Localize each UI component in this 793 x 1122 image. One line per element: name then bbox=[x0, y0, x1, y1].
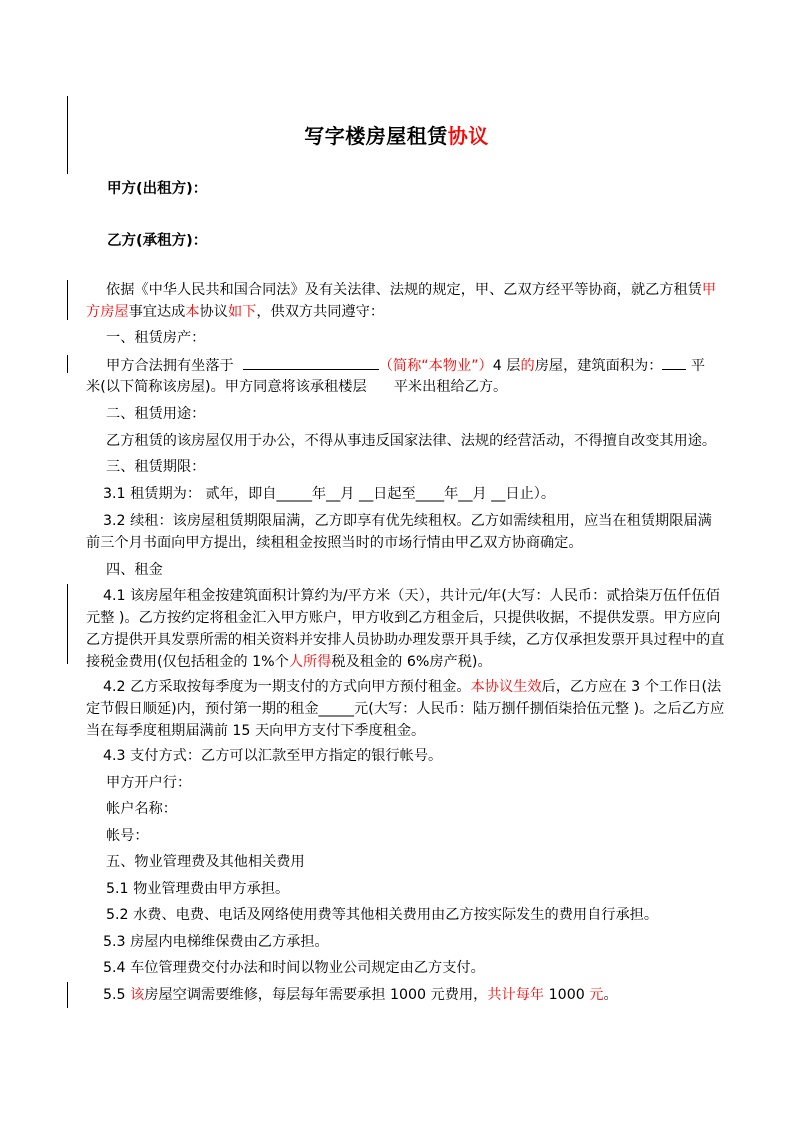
revision-bar bbox=[67, 982, 68, 1008]
section-text: 。 bbox=[603, 987, 618, 1003]
intro-text: 事宜达成 bbox=[128, 304, 186, 320]
section-red: 本协议生效 bbox=[470, 679, 542, 695]
intro-line-2 bbox=[86, 302, 711, 322]
section-text: 5.5 bbox=[103, 987, 131, 1003]
section-4-p1-line-2: 元整 )。乙方按约定将租金汇入甲方账户，甲方收到乙方租金后，只提供收据，不提供发票。甲方应向 bbox=[86, 610, 721, 626]
intro-red: 如下 bbox=[227, 304, 257, 320]
section-4-p2-line-3: 当在每季度租期届满前 15 天向甲方支付下季度租金。 bbox=[86, 723, 426, 739]
revision-bar bbox=[67, 355, 68, 373]
section-3-renew-2: 前三个月书面向甲方提出，续租租金按照当时的市场行情由甲乙双方协商确定。 bbox=[86, 535, 583, 551]
section-text: 税及租金的 6%房产税)。 bbox=[331, 654, 492, 670]
section-text: 房屋空调需要维修，每层每年需要承担 1000 元费用， bbox=[144, 987, 488, 1003]
section-red: 共计每年 bbox=[487, 987, 545, 1003]
section-text: 甲方合法拥有坐落于 bbox=[106, 358, 234, 374]
title-main: 写字楼房屋租赁 bbox=[304, 124, 448, 148]
section-4-p1-line-4 bbox=[86, 652, 711, 672]
section-5-item-1: 5.1 物业管理费由甲方承担。 bbox=[106, 881, 290, 897]
section-text: 接税金费用(仅包括租金的 1%个 bbox=[86, 654, 289, 670]
revision-bar bbox=[67, 584, 68, 664]
intro-red: 本 bbox=[185, 304, 200, 320]
section-5-item-3: 5.3 房屋内电梯维保费由乙方承担。 bbox=[103, 934, 329, 950]
party-a-label: 甲方(出租方)： bbox=[107, 181, 208, 197]
section-1-line-1 bbox=[106, 355, 710, 376]
intro-text: 依据《中华人民共和国合同法》及有关法律、法规的规定，甲、乙双方经平等协商，就乙方租赁 bbox=[106, 282, 702, 298]
section-4-p2-line-1 bbox=[103, 677, 722, 697]
intro-text: 协议 bbox=[199, 304, 228, 320]
section-5-item-4: 5.4 车位管理费交付办法和时间以物业公司规定由乙方支付。 bbox=[103, 960, 485, 976]
section-4-payment-method: 4.3 支付方式：乙方可以汇款至甲方指定的银行帐号。 bbox=[103, 748, 443, 764]
title-red: 协议 bbox=[447, 124, 489, 148]
intro-red: 甲 bbox=[701, 282, 717, 298]
section-text: 后，乙方应在 3 个工作日(法 bbox=[541, 679, 722, 695]
bank-label: 甲方开户行： bbox=[106, 775, 192, 791]
section-text: 房屋，建筑面积为： bbox=[534, 358, 663, 374]
section-red: 元 bbox=[589, 987, 604, 1003]
section-text: 平 bbox=[690, 358, 706, 374]
blank-line bbox=[243, 355, 379, 370]
section-3-heading: 三、租赁期限： bbox=[106, 459, 206, 475]
section-5-heading: 五、物业管理费及其他相关费用 bbox=[106, 854, 305, 870]
section-3-renew-1: 3.2 续租：该房屋租赁期限届满，乙方即享有优先续租权。乙方如需续租用，应当在租赁期限届满 bbox=[103, 513, 712, 529]
section-3-term: 3.1 租赁期为： 贰年，即自_____年__月 __日起至____年__月 __日止）。 bbox=[103, 486, 556, 502]
document-title bbox=[0, 120, 793, 149]
section-4-heading: 四、租金 bbox=[106, 562, 163, 578]
intro-text: ，供双方共同遵守： bbox=[256, 304, 385, 320]
section-4-p1-line-1: 4.1 该房屋年租金按建筑面积计算约为/平方米（天），共计元/年(大写：人民币：贰拾柒万伍仟伍佰 bbox=[103, 588, 720, 604]
blank-line bbox=[662, 355, 686, 370]
section-5-item-5 bbox=[103, 985, 728, 1005]
section-1-heading: 一、租赁房产： bbox=[106, 330, 206, 346]
section-5-item-2: 5.2 水费、电费、电话及网络使用费等其他相关费用由乙方按实际发生的费用自行承担。 bbox=[106, 907, 659, 923]
account-number-label: 帐号： bbox=[106, 828, 149, 844]
section-4-p1-line-3: 乙方提供开具发票所需的相关资料并安排人员协助办理发票开具手续，乙方仅承担发票开具过程中的直 bbox=[86, 632, 725, 648]
section-4-p2-line-2: 定节假日顺延)内，预付第一期的租金_____元(大写：人民币：陆万捌仟捌佰柒拾伍元整 )。之后乙方应 bbox=[86, 701, 725, 717]
section-text: 4 层 bbox=[492, 358, 521, 374]
intro-line-1 bbox=[106, 280, 717, 300]
section-text: 1000 bbox=[544, 987, 590, 1003]
account-name-label: 帐户名称： bbox=[106, 801, 177, 817]
section-text: 4.2 乙方采取按每季度为一期支付的方式向甲方预付租金。 bbox=[103, 679, 471, 695]
section-red: 的 bbox=[520, 358, 535, 374]
section-2-line-1: 乙方租赁的该房屋仅用于办公，不得从事违反国家法律、法规的经营活动，不得擅自改变其用途。 bbox=[106, 433, 717, 449]
section-2-heading: 二、租赁用途： bbox=[106, 406, 206, 422]
intro-red: 方房屋 bbox=[86, 304, 129, 320]
party-b-label: 乙方(承租方)： bbox=[107, 233, 208, 249]
section-red: 该 bbox=[130, 987, 145, 1003]
section-red: （简称“本物业”） bbox=[378, 358, 493, 374]
section-1-line-2: 米(以下简称该房屋)。甲方同意将该承租楼层 平米出租给乙方。 bbox=[86, 379, 508, 395]
section-red: 人所得 bbox=[288, 654, 332, 670]
revision-bar bbox=[67, 280, 68, 320]
